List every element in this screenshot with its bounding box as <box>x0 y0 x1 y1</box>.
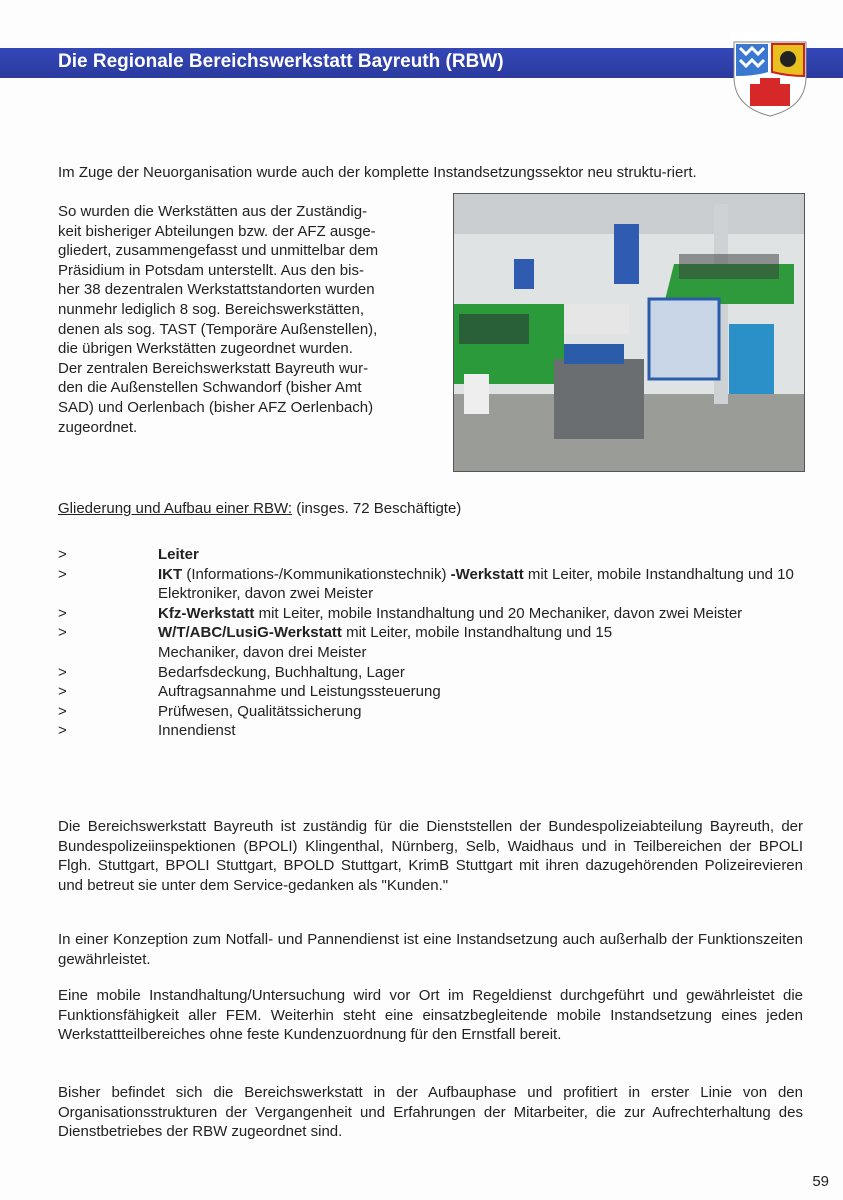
list-item <box>58 604 808 624</box>
workshop-photo <box>453 193 805 472</box>
item-text: mit Leiter, mobile Instandhaltung und 15 Mechaniker, davon drei Meister <box>158 624 613 661</box>
text-line: keit bisheriger Abteilungen bzw. der AFZ ausge- <box>58 222 376 240</box>
list-marker: > <box>58 663 67 681</box>
text-line: So wurden die Werkstätten aus der Zuständig- <box>58 203 368 220</box>
list-item <box>58 545 808 565</box>
list-marker: > <box>58 722 67 740</box>
text-line: denen als sog. TAST (Temporäre Außenstellen), <box>58 320 378 338</box>
paragraph-status: Bisher befindet sich die Bereichswerkstatt in der Aufbauphase und profitiert in erster Linie von den Organisationsstrukturen der Vergangenheit und Erfahrungen der Mitarbeiter, die zur Aufrechterhaltung des Dienstbetriebes der RBW zugeordnet sind. <box>58 1084 803 1141</box>
structure-list <box>58 545 808 741</box>
list-item <box>58 565 808 604</box>
text-line: her 38 dezentralen Werkstattstandorten wurden <box>58 281 375 299</box>
item-text: Bedarfsdeckung, Buchhaltung, Lager <box>158 663 405 681</box>
intro-column-text <box>58 202 446 437</box>
text-line: zugeordnet. <box>58 418 138 436</box>
list-marker: > <box>58 702 67 720</box>
text-line: nunmehr lediglich 8 sog. Bereichswerkstätten, <box>58 300 364 318</box>
item-text: Innendienst <box>158 722 236 740</box>
item-bold: -Werkstatt <box>450 565 524 583</box>
item-bold: W/T/ABC/LusiG-Werkstatt <box>158 624 342 642</box>
item-text: Auftragsannahme und Leistungssteuerung <box>158 683 441 701</box>
list-item <box>58 682 808 702</box>
text-line: Präsidium in Potsdam unterstellt. Aus den bis- <box>58 261 364 279</box>
item-bold: IKT <box>158 565 183 583</box>
structure-heading-line <box>58 499 461 519</box>
list-marker: > <box>58 565 67 583</box>
text-line: gliedert, zusammengefasst und unmittelbar dem <box>58 242 379 260</box>
list-marker: > <box>58 604 67 622</box>
page-number: 59 <box>812 1173 829 1190</box>
text-line: SAD) und Oerlenbach (bisher AFZ Oerlenbach) <box>58 398 374 416</box>
item-text: mit Leiter, mobile Instandhaltung und 10 Elektroniker, davon zwei Meister <box>158 565 794 603</box>
paragraph-mobile: Eine mobile Instandhaltung/Untersuchung wird vor Ort im Regeldienst durchgeführt und gewährleistet die Funktionsfähigkeit aller FEM. Weiterhin steht eine einsatzbegleitende mobile Instandsetzung eines jeden Werkstattteilbereiches ohne feste Kundenzuordnung für den Ernstfall bereit. <box>58 987 803 1044</box>
list-marker: > <box>58 683 67 701</box>
item-bold: Leiter <box>158 546 199 563</box>
intro-paragraph: Im Zuge der Neuorganisation wurde auch der komplette Instandsetzungssektor neu struktu-riert. <box>58 164 697 181</box>
paragraph-emergency: In einer Konzeption zum Notfall- und Pannendienst ist eine Instandsetzung auch außerhalb der Funktionszeiten gewährleistet. <box>58 931 803 968</box>
text-line: Der zentralen Bereichswerkstatt Bayreuth wur- <box>58 359 369 377</box>
item-text: Prüfwesen, Qualitätssicherung <box>158 702 362 720</box>
coat-of-arms-logo <box>730 32 810 117</box>
paragraph-responsibility: Die Bereichswerkstatt Bayreuth ist zuständig für die Dienststellen der Bundespolizeiabteilung Bayreuth, der Bundespolizeiinspektionen (BPOLI) Klingenthal, Nürnberg, Selb, Waidhaus und in Teilbereichen der BPOLI Flgh. Stuttgart, BPOLI Stuttgart, BPOLD Stuttgart, KrimB Stuttgart mit ihren dazugehörenden Polizeirevieren und betreut sie unter dem Service-gedanken als "Kunden." <box>58 818 803 894</box>
structure-note: (insges. 72 Beschäftigte) <box>292 500 462 517</box>
list-marker: > <box>58 546 67 563</box>
page-title: Die Regionale Bereichswerkstatt Bayreuth (RBW) <box>58 51 504 72</box>
text-line: die übrigen Werkstätten zugeordnet wurden. <box>58 340 353 358</box>
item-text: mit Leiter, mobile Instandhaltung und 20 Mechaniker, davon zwei Meister <box>254 604 743 622</box>
item-bold: Kfz-Werkstatt <box>158 604 255 622</box>
list-item <box>58 623 808 662</box>
list-item <box>58 663 808 683</box>
list-item <box>58 702 808 722</box>
text-line: den die Außenstellen Schwandorf (bisher Amt <box>58 379 362 397</box>
structure-heading: Gliederung und Aufbau einer RBW: <box>58 500 293 517</box>
list-item <box>58 721 808 741</box>
list-marker: > <box>58 624 67 642</box>
item-text: (Informations-/Kommunikationstechnik) <box>182 565 451 583</box>
